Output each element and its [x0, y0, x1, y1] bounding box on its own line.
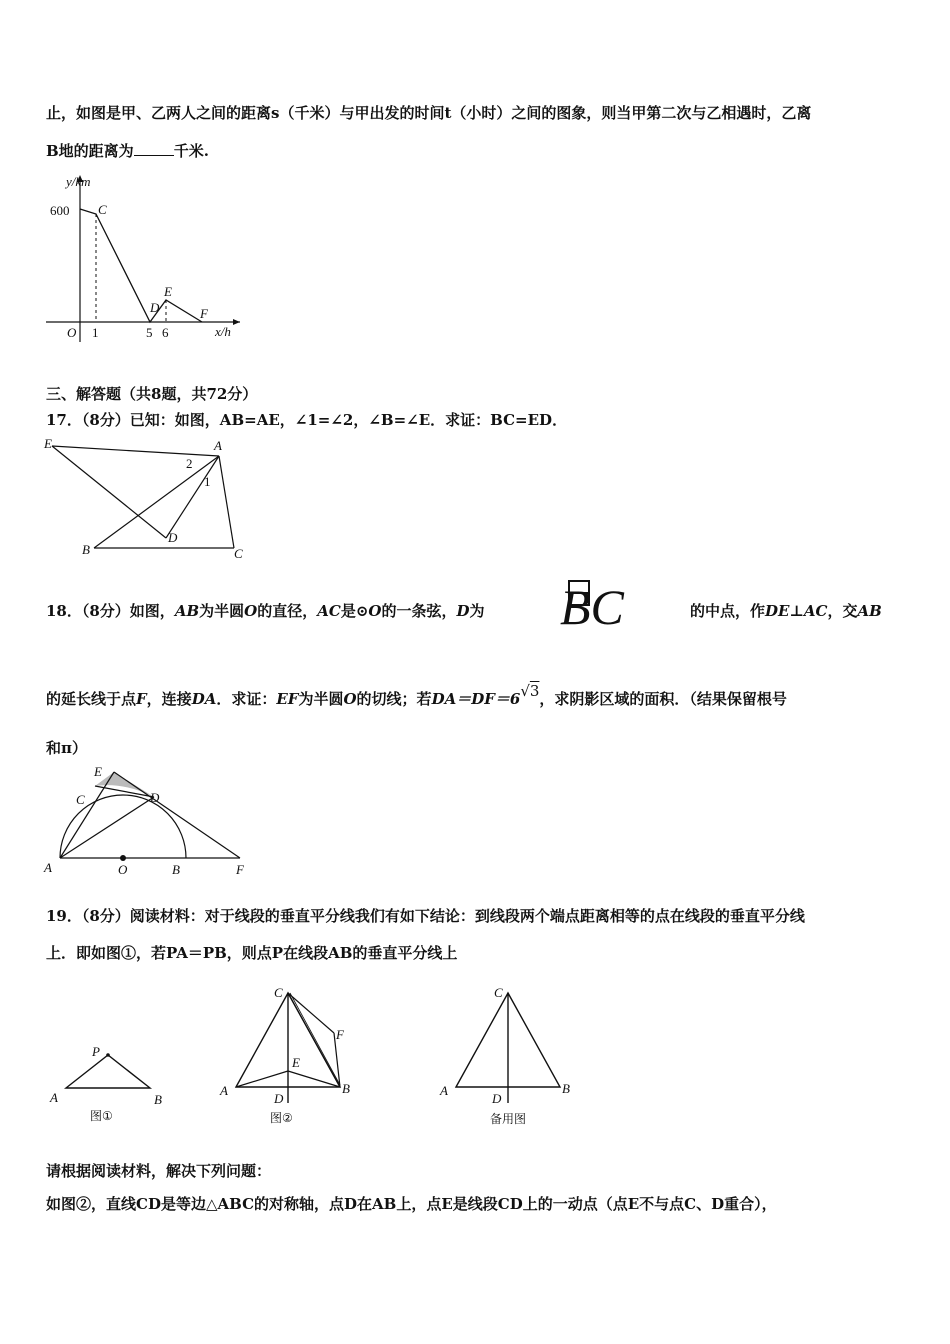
- point-e-label: E: [164, 284, 172, 299]
- q17-label-c: C: [234, 546, 243, 561]
- arc-bc-label: BC: [560, 579, 624, 635]
- q18-text-6: 为: [469, 602, 485, 620]
- q17-label-b: B: [82, 542, 90, 557]
- x-tick-6: 6: [162, 325, 169, 340]
- q17-label-e: E: [44, 436, 52, 451]
- answer-blank: [134, 143, 174, 156]
- q18-equation: DA＝DF＝6: [431, 690, 521, 708]
- q18-label-f: F: [236, 862, 244, 877]
- q18-line3: 和π）: [46, 739, 87, 757]
- q18-text-8: ，交: [827, 602, 858, 620]
- fig3-label-c: C: [494, 985, 503, 1000]
- q19-figure-1: [48, 1040, 178, 1125]
- q16-line1: 止，如图是甲、乙两人之间的距离s（千米）与甲出发的时间t（小时）之间的图象，则当甲第二次与乙相遇时，乙离: [46, 104, 812, 122]
- q18-text-2: 为半圆: [199, 602, 245, 620]
- y-tick-600: 600: [50, 203, 70, 218]
- q18-text-3: 的直径，: [257, 602, 318, 620]
- q17-label-d: D: [168, 530, 178, 545]
- q16-line2-b: 千米.: [173, 142, 209, 160]
- y-axis-label: y/km: [66, 174, 91, 189]
- q18-text-5: 的一条弦，: [381, 602, 457, 620]
- q18-label-d: D: [150, 790, 160, 805]
- fig3-caption: 备用图: [490, 1112, 527, 1126]
- x-tick-1: 1: [92, 325, 99, 340]
- q18-text-7: 的中点，作: [690, 602, 766, 620]
- q18-text-14: ，求阴影区域的面积．（结果保留根号: [539, 690, 787, 708]
- q18-figure: [42, 764, 257, 879]
- q18-ac: AC: [317, 602, 341, 620]
- q18-text-4: 是⊙: [340, 602, 369, 620]
- q18-ab2: AB: [857, 602, 882, 620]
- fig2-label-f: F: [336, 1027, 344, 1042]
- point-d-label: D: [150, 300, 160, 315]
- q18-o: O: [244, 602, 258, 620]
- q18-text-1: 18．（8分）如图，: [46, 602, 175, 620]
- distance-time-graph: [40, 172, 250, 347]
- q18-line1-right: [690, 600, 882, 621]
- fig2-label-b: B: [342, 1081, 350, 1096]
- q19-instruction: 请根据阅读材料，解决下列问题：: [46, 1162, 272, 1180]
- q18-text-10: ，连接: [146, 690, 192, 708]
- q18-da: DA: [191, 690, 217, 708]
- q18-line1: [46, 600, 485, 621]
- sqrt-radicand: 3: [529, 682, 540, 700]
- q16-line2: [46, 140, 209, 161]
- x-axis-label: x/h: [215, 324, 231, 339]
- q18-text-9: 的延长线于点: [46, 690, 137, 708]
- fig1-label-b: B: [154, 1092, 162, 1107]
- q17-angle-2: 2: [186, 456, 193, 471]
- q18-ef: EF: [276, 690, 299, 708]
- q19-line2: 上．即如图①，若PA＝PB，则点P在线段AB的垂直平分线上: [46, 944, 458, 962]
- q18-label-b: B: [172, 862, 180, 877]
- q18-ab: AB: [174, 602, 200, 620]
- q18-label-e: E: [94, 764, 102, 779]
- q18-label-c: C: [76, 792, 85, 807]
- q18-d: D: [456, 602, 470, 620]
- arc-mark-icon: [568, 580, 590, 606]
- fig3-label-d: D: [492, 1091, 502, 1106]
- q18-label-o: O: [118, 862, 128, 877]
- q18-label-a: A: [44, 860, 52, 875]
- fig2-label-a: A: [220, 1083, 228, 1098]
- arc-bc-symbol: [560, 579, 624, 635]
- fig2-caption: 图②: [270, 1111, 293, 1125]
- q18-text-11: ．求证：: [216, 690, 277, 708]
- q18-line2: [46, 682, 787, 709]
- section-heading: 三、解答题（共8题，共72分）: [46, 385, 258, 403]
- fig1-label-a: A: [50, 1090, 58, 1105]
- origin-label: O: [67, 325, 77, 340]
- q19-figure-2: [218, 985, 368, 1130]
- fig2-label-c: C: [274, 985, 283, 1000]
- fig2-label-e: E: [292, 1055, 300, 1070]
- fig3-label-b: B: [562, 1081, 570, 1096]
- point-f-label: F: [200, 306, 208, 321]
- q18-o3: O: [343, 690, 357, 708]
- q18-f: F: [136, 690, 147, 708]
- fig1-caption: 图①: [90, 1109, 113, 1123]
- q17-angle-1: 1: [204, 474, 211, 489]
- fig1-label-p: P: [92, 1044, 100, 1059]
- q19-figure-3: [438, 985, 588, 1130]
- fig2-label-d: D: [274, 1091, 284, 1106]
- q16-line2-a: B地的距离为: [46, 142, 134, 160]
- q18-text-12: 为半圆: [298, 690, 344, 708]
- q17-figure: [44, 436, 249, 561]
- q18-text-13: 的切线；若: [356, 690, 432, 708]
- q18-de-ac: DE⊥AC: [765, 602, 828, 620]
- sqrt-symbol: √3: [520, 682, 540, 700]
- q18-o2: O: [368, 602, 382, 620]
- q17-text: 17．（8分）已知：如图，AB=AE，∠1=∠2，∠B=∠E．求证：BC=ED．: [46, 411, 568, 429]
- fig3-label-a: A: [440, 1083, 448, 1098]
- q17-label-a: A: [214, 438, 222, 453]
- x-tick-5: 5: [146, 325, 153, 340]
- point-c-label: C: [98, 202, 107, 217]
- q19-line3: 如图②，直线CD是等边△ABC的对称轴，点D在AB上，点E是线段CD上的一动点（点E不与点C、D重合），: [46, 1195, 777, 1213]
- q19-line1: 19．（8分）阅读材料：对于线段的垂直平分线我们有如下结论：到线段两个端点距离相等的点在线段的垂直平分线: [46, 907, 805, 925]
